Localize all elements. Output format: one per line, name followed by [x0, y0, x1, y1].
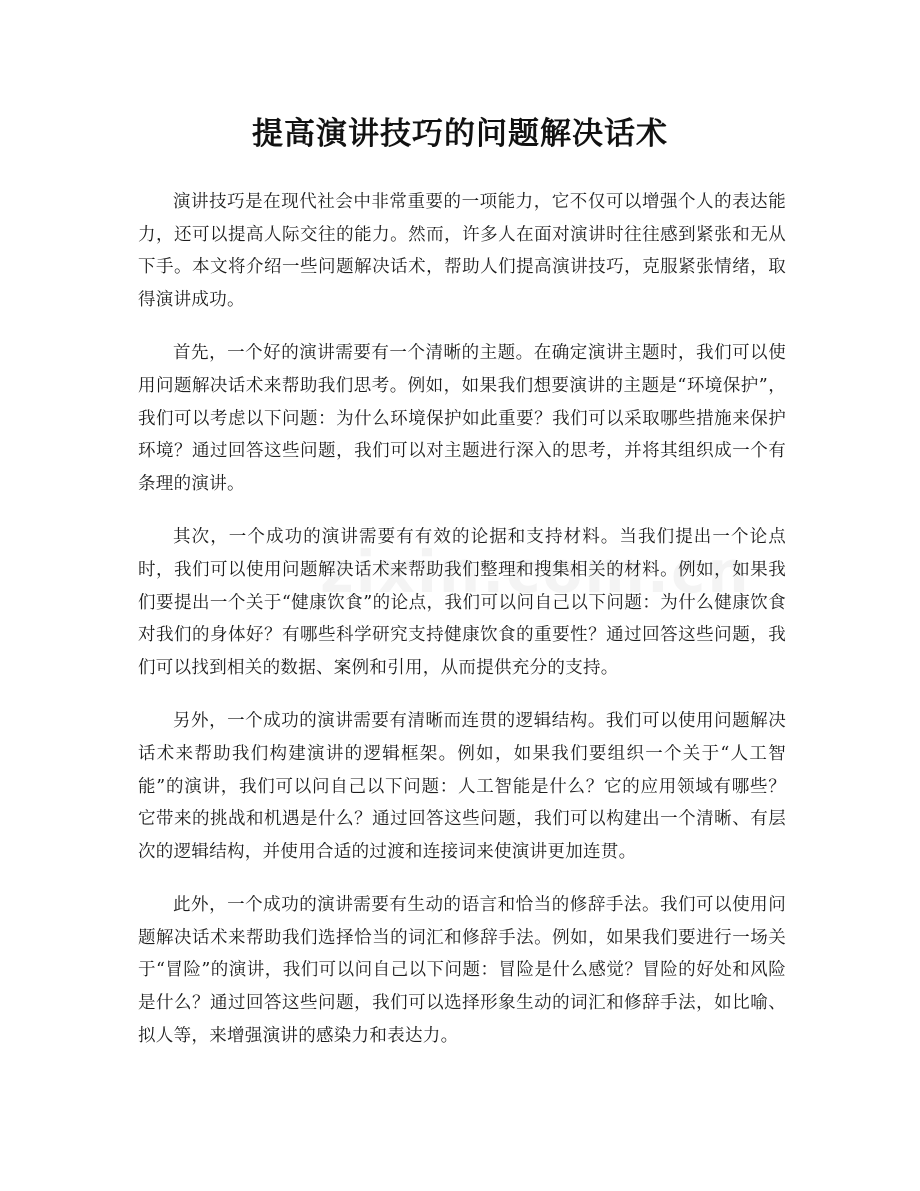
paragraph-arguments: 其次，一个成功的演讲需要有有效的论据和支持材料。当我们提出一个论点时，我们可以使用问题解决话术来帮助我们整理和搜集相关的材料。例如，如果我们要提出一个关于“健康饮食”的论点，我们可以问自己以下问题：为什么健康饮食对我们的身体好？有哪些科学研究支持健康饮食的重要性？通过回答这些问题，我们可以找到相关的数据、案例和引用，从而提供充分的支持。: [138, 527, 786, 678]
paragraph-structure: 另外，一个成功的演讲需要有清晰而连贯的逻辑结构。我们可以使用问题解决话术来帮助我们构建演讲的逻辑框架。例如，如果我们要组织一个关于“人工智能”的演讲，我们可以问自己以下问题：人工智能是什么？它的应用领域有哪些？它带来的挑战和机遇是什么？通过回答这些问题，我们可以构建出一个清晰、有层次的逻辑结构，并使用合适的过渡和连接词来使演讲更加连贯。: [138, 711, 786, 862]
paragraph-theme: 首先，一个好的演讲需要有一个清晰的主题。在确定演讲主题时，我们可以使用问题解决话术来帮助我们思考。例如，如果我们想要演讲的主题是“环境保护”，我们可以考虑以下问题：为什么环境保护如此重要？我们可以采取哪些措施来保护环境？通过回答这些问题，我们可以对主题进行深入的思考，并将其组织成一个有条理的演讲。: [138, 343, 786, 494]
document-body: [138, 186, 786, 1073]
page-title: 提高演讲技巧的问题解决话术: [252, 116, 668, 152]
paragraph-intro: 演讲技巧是在现代社会中非常重要的一项能力，它不仅可以增强个人的表达能力，还可以提高人际交往的能力。然而，许多人在面对演讲时往往感到紧张和无从下手。本文将介绍一些问题解决话术，帮助人们提高演讲技巧，克服紧张情绪，取得演讲成功。: [138, 192, 786, 310]
paragraph-language: 此外，一个成功的演讲需要有生动的语言和恰当的修辞手法。我们可以使用问题解决话术来帮助我们选择恰当的词汇和修辞手法。例如，如果我们要进行一场关于“冒险”的演讲，我们可以问自己以下问题：冒险是什么感觉？冒险的好处和风险是什么？通过回答这些问题，我们可以选择形象生动的词汇和修辞手法，如比喻、拟人等，来增强演讲的感染力和表达力。: [138, 895, 786, 1046]
